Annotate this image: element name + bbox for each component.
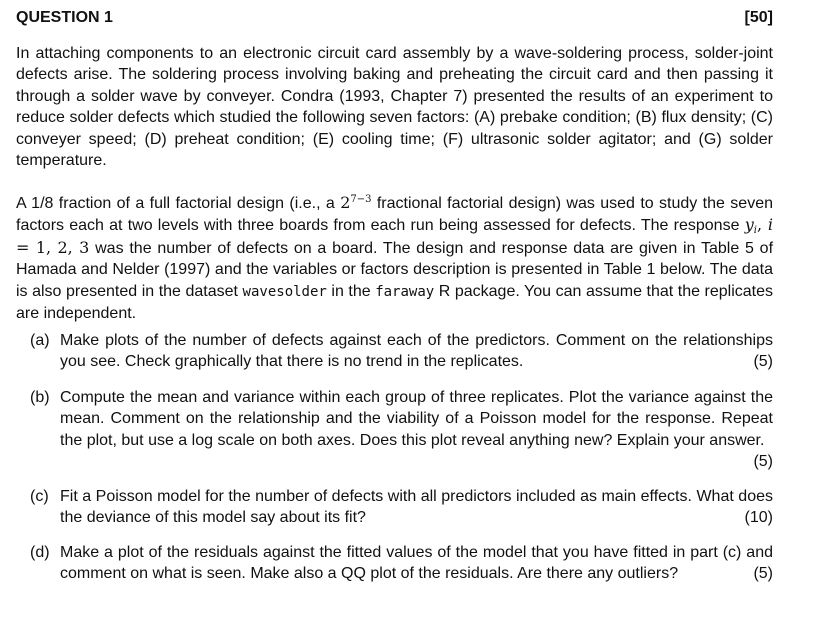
- part-c: [30, 486, 773, 529]
- question-header: [16, 7, 773, 29]
- intro-paragraph: In attaching components to an electronic circuit card assembly by a wave-soldering process, solder-joint defects arise. The soldering process involving baking and preheating the circuit card and then passing it through a solder wave by conveyer. Condra (1993, Chapter 7) presented the results of an experiment to reduce solder defects which studied the following seven factors: (A) prebake condition; (B) flux density; (C) conveyer speed; (D) preheat condition; (E) cooling time; (F) ultrasonic solder agitator; and (G) solder temperature.: [16, 45, 773, 170]
- dataset-name: wavesolder: [242, 283, 327, 300]
- part-a-marks: (5): [753, 353, 773, 371]
- part-b-text: Compute the mean and variance within each group of three replicates. Plot the variance against the mean. Comment on the relationship and the viability of a Poisson model for the response. Repeat the plot, but use a log scale on both axes. Does this plot reveal anything new? Explain your answer.: [60, 389, 773, 449]
- response-comma: ,: [756, 215, 768, 235]
- part-d-marks: (5): [753, 565, 773, 583]
- index-values: = 1, 2, 3: [16, 237, 90, 257]
- design-text-4: in the: [326, 282, 376, 300]
- part-b: [30, 387, 773, 473]
- part-c-marks: (10): [744, 509, 773, 527]
- design-text-1: A 1/8 fraction of a full factorial design (i.e., a: [16, 195, 341, 212]
- part-a-text: Make plots of the number of defects against each of the predictors. Comment on the relationships you see. Check graphically that there is no trend in the replicates.: [60, 332, 773, 371]
- part-d-label: (d): [30, 544, 50, 561]
- part-b-marks: (5): [753, 453, 773, 471]
- design-text-3: was the number of defects on a board. The design and response data are given in Table 5 of Hamada and Nelder (1997) and the variables or factors description is presented in Table 1 below. The data is also presented in the dataset: [16, 239, 774, 300]
- question-title: QUESTION 1: [16, 9, 113, 26]
- response-variable: y: [744, 215, 754, 235]
- question-total-marks: [50]: [744, 9, 773, 26]
- part-d-text: Make a plot of the residuals against the fitted values of the model that you have fitted in part (c) and comment on what is seen. Make also a QQ plot of the residuals. Are there any outliers?: [60, 544, 773, 583]
- design-exponent: 7−3: [350, 194, 372, 205]
- part-a: [30, 330, 773, 373]
- index-variable: i: [767, 215, 774, 235]
- package-name: faraway: [375, 283, 435, 300]
- part-a-label: (a): [30, 332, 50, 349]
- part-c-text: Fit a Poisson model for the number of defects with all predictors included as main effects. What does the deviance of this model say about its fit?: [60, 488, 773, 527]
- response-subscript: i: [753, 225, 757, 237]
- design-paragraph: [16, 192, 773, 324]
- design-text-2: fractional factorial design) was used to study the seven factors each at two levels with three boards from each run being assessed for defects. The response: [16, 195, 773, 235]
- design-text-5: R package. You can assume that the replicates are independent.: [16, 282, 774, 323]
- part-b-label: (b): [30, 389, 50, 406]
- question-page: [16, 7, 774, 583]
- part-d: [30, 542, 773, 585]
- part-c-label: (c): [30, 488, 49, 505]
- design-exponent-base: 2: [340, 193, 351, 212]
